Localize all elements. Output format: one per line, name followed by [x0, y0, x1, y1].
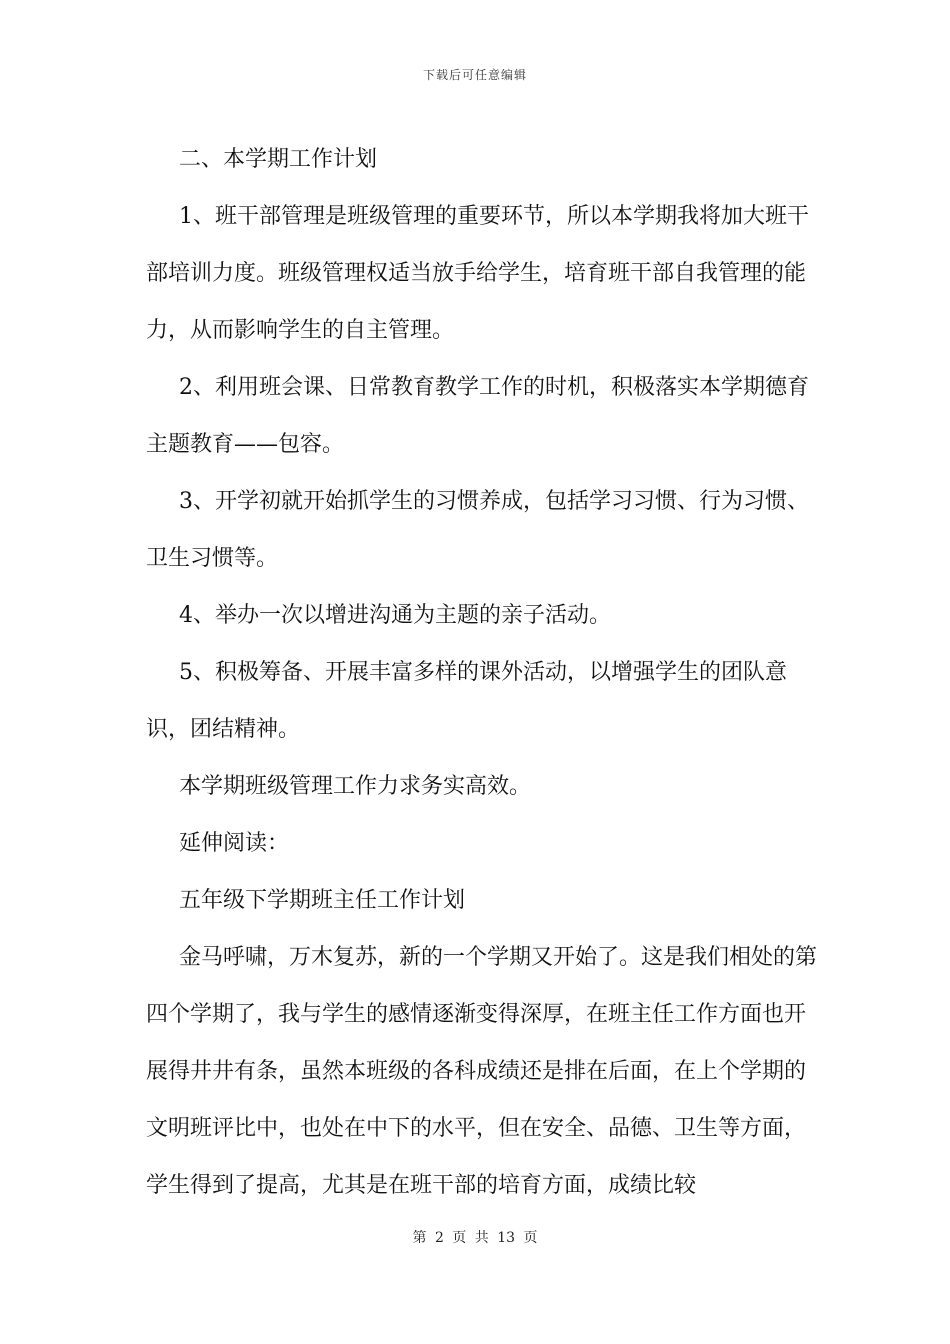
plan-item-2: 2、利用班会课、日常教育教学工作的时机，积极落实本学期德育主题教育——包容。 — [146, 375, 809, 457]
document-body — [146, 131, 818, 1214]
plan-item-3: 3、开学初就开始抓学生的习惯养成，包括学习习惯、行为习惯、卫生习惯等。 — [146, 489, 809, 571]
plan-item-5: 5、积极筹备、开展丰富多样的课外活动，以增强学生的团队意识，团结精神。 — [146, 660, 787, 742]
article-intro-paragraph: 金马呼啸，万木复苏，新的一个学期又开始了。这是我们相处的第四个学期了，我与学生的感情逐渐变得深厚，在班主任工作方面也开展得井井有条，虽然本班级的各科成绩还是排在后面，在上个学期的文明班评比中，也处在中下的水平，但在安全、品德、卫生等方面，学生得到了提高，尤其是在班干部的培育方面，成绩比较 — [146, 945, 818, 1198]
page-header: 下载后可任意编辑 — [422, 68, 527, 82]
plan-item-4: 4、举办一次以增进沟通为主题的亲子活动。 — [179, 603, 611, 628]
page-footer: 第 2 页 共 13 页 — [412, 1230, 538, 1246]
summary-paragraph: 本学期班级管理工作力求务实高效。 — [179, 774, 532, 799]
section-heading-work-plan: 二、本学期工作计划 — [179, 147, 378, 172]
plan-item-1: 1、班干部管理是班级管理的重要环节，所以本学期我将加大班干部培训力度。班级管理权适当放手给学生，培育班干部自我管理的能力，从而影响学生的自主管理。 — [146, 204, 809, 343]
article-title: 五年级下学期班主任工作计划 — [179, 888, 466, 913]
extended-reading-label: 延伸阅读： — [179, 831, 290, 856]
